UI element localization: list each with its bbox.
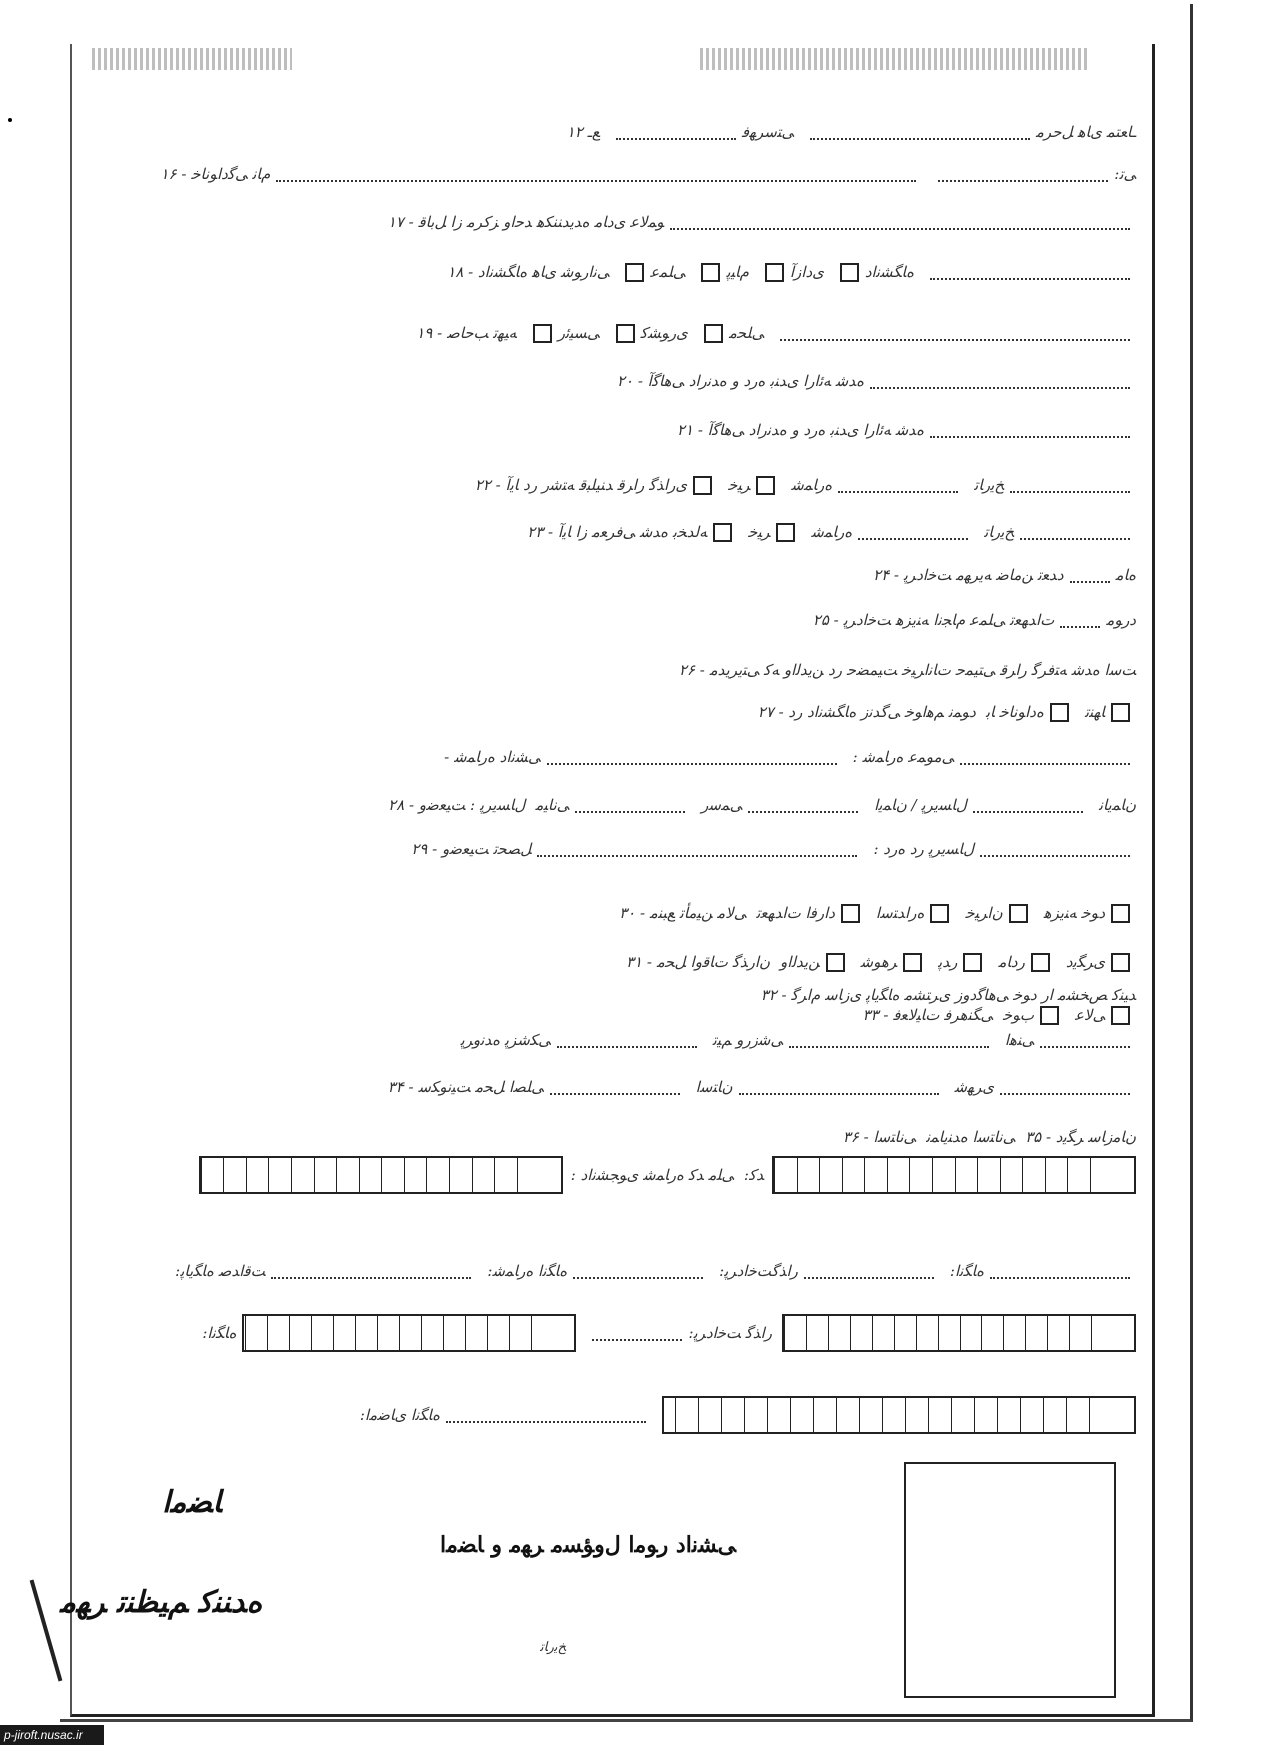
field-15d[interactable]: ﯽﻧﺎﻴﻣ xyxy=(535,796,691,814)
checkbox-5c[interactable] xyxy=(533,324,552,343)
field-1[interactable]: ـﺎﻌﺘﻤ ﯼﺎﻫ ﻞﺣﺮﻣ xyxy=(804,123,1136,141)
field-16a[interactable]: ﻝﺎﺴﻳﺮﭘ ﺭﺩ ﻩﺭﺩ : xyxy=(873,840,1136,858)
checkbox-4c[interactable] xyxy=(701,263,720,282)
field-4[interactable] xyxy=(924,264,1136,280)
form-row-26: ﺭﺍﺬﮔ ﺖﺧﺍﺩﺮﭘ: ﻩﺎﮕﻧﺍ: xyxy=(92,1318,1136,1348)
checkbox-17b[interactable] xyxy=(1009,904,1028,923)
checkbox-13a[interactable] xyxy=(1111,703,1130,722)
field-16b[interactable]: ﻞﺼﺤﺗ ﺖﻴﻌﺿﻭ - ۲۹ xyxy=(411,840,863,858)
form-row-8: ﺦﻳﺭﺎﺗ ﻩﺭﺎﻤﺷ ﺮﻴﺧ ﯼﺭﺍﺬﮔ ﺭﺍﺮﻗ ﺪﻨﻴﻠﺒﻗ ﻪﺘﺷﺭ ﺭﺩ ﺎﻳﺁ - ۲۲ xyxy=(92,470,1136,500)
form-row-18: ﯼﺮﮕﻳﺩ ﺭﺩﺎﻣ ﺭﺪﭘ ﺮﻫﻮﺷ ﻦﻳﺪﻟﺍﻭ ﻥﺍﺭﺬﮔ ﺕﺎﻗﻭﺍ ﻞﺤﻣ - ۳۱ xyxy=(92,947,1136,977)
form-row-21 xyxy=(92,1025,1136,1055)
field-9b[interactable]: ﻩﺭﺎﻤﺷ xyxy=(811,523,974,541)
form-row-17: ﺩﻮﺧ ﻪﻨﻳﺰﻫ ﻥﺍﺮﻴﺧ ﻩﺭﺍﺪﺘﺳﺍ ﺩﺍﺭﻓﺍ ﺕﺍﺪﻬﻌﺗ ﯽﻟﺎﻣ ﻦﻴﻣﺄﺗ ﻊﺒﻨﻣ - ۳۰ xyxy=(92,898,1136,928)
pen-mark xyxy=(30,1579,63,1681)
stamp-text: ﯽﺸﻧﺍﺩ ﺭﻮﻣﺍ ﻝﻭﺆﺴﻣ ﺮﻬﻣ ﻭ ﺎﻀﻣﺍ xyxy=(440,1532,736,1558)
form-row-6 xyxy=(92,366,1136,396)
form-row-20: ﯽﻟﺎﻋ ﺏﻮﺧ ﯽﮕﻨﻫﺮﻓ ﺕﺎﻴﻟﺎﻌﻓ - ۳۳ xyxy=(92,1000,1136,1030)
field-15b[interactable]: ﻝﺎﺴﻳﺮﭘ / ﻥﺎﻤﻳﺍ xyxy=(874,796,1089,814)
checkbox-18d[interactable] xyxy=(903,953,922,972)
field-15a[interactable]: ﻥﺎﻤﻳﺎﻧ xyxy=(1098,796,1136,814)
checkbox-17c[interactable] xyxy=(930,904,949,923)
form-row-2 xyxy=(92,159,1136,189)
field-22b[interactable]: ﻥﺎﺘﺳﺍ xyxy=(696,1078,945,1096)
field-2b[interactable]: ﻡﺎﻧ ﯽﮔﺩﺍﻮﻧﺎﺧ - ۱۶ xyxy=(160,165,922,183)
field-26a[interactable]: ﺭﺍﺬﮔ ﺖﺧﺍﺩﺮﭘ: xyxy=(586,1324,772,1342)
field-23c[interactable]: ﯽﻧﺎﺘﺳﺍ - ۳۶ xyxy=(842,1128,916,1146)
checkbox-4d[interactable] xyxy=(625,263,644,282)
field-8b[interactable]: ﻩﺭﺎﻤﺷ xyxy=(791,476,964,494)
field-3[interactable]: ﻮﻤﻟﺎﻋ ﯼﺩﺎﻣ ﻩﺪﻳﺪﻨﻨﮑﻫ ﺪﺣﺍﻭ ﺰﮐﺮﻣ ﺯﺍ ﻞﺑﺎﻗ - ۱۷ xyxy=(388,213,1136,231)
checkbox-5a[interactable] xyxy=(704,324,723,343)
form-row-5: ﯽﻠﺤﻣ ﯼﺭﻮﺸﮐ ﯽﺴﻴﺋﺭ ﻪﻴﻬﺗ ﺐﺣﺎﺻ - ۱۹ xyxy=(92,318,1136,348)
form-row-7 xyxy=(92,415,1136,445)
field-12[interactable]: ﺖﺳﺍ ﻩﺪﺷ ﻪﺘﻓﺮﮔ ﺭﺍﺮﻗ ﯽﺘﻴﻤﺣ ﺕﺎﻧﺍﺮﻴﺧ ﺖﻴﻤﻀﺣ ﺭﺩ ﻦﻳﺪﻟﺍﻭ ﻪﮐ ﯽﺘﻳﺮﻳﺪﻣ - ۲۶ xyxy=(678,661,1136,679)
checkbox-20b[interactable] xyxy=(1040,1006,1059,1025)
form-row-25 xyxy=(92,1256,1136,1286)
signature-2: ﻩﺪﻨﻨﮐ ﻢﻴﻈﻨﺗ ﺮﻬﻣ xyxy=(60,1585,263,1620)
form-row-15: ﻥﺎﻤﻳﺎﻧ ﻝﺎﺴﻳﺮﭘ / ﻥﺎﻤﻳﺍ ﯽﻤﺳﺭ ﯽﻧﺎﻴﻣ ﻝﺎﺴﻳﺮﭘ : ﺖﻴﻌﺿﻭ - ۲۸ xyxy=(388,796,1136,814)
checkbox-4b[interactable] xyxy=(765,263,784,282)
field-9a[interactable]: ﺦﻳﺭﺎﺗ xyxy=(984,523,1136,541)
field-14a[interactable]: ﯽﻣﻮﻤﻋ ﻩﺭﺎﻤﺷ : xyxy=(853,748,1136,766)
digit-grid-4[interactable] xyxy=(242,1314,576,1352)
field-21a[interactable]: ﯽﻨﻫﺍ xyxy=(1005,1031,1136,1049)
digit-grid-2[interactable] xyxy=(199,1156,563,1194)
field-23a[interactable]: ﻥﺎﻣﺯﺎﺳ ﺮﮕﻳﺩ - ۳۵ xyxy=(1025,1128,1136,1146)
row-number-1: ﻊـ ۱۲ xyxy=(566,123,600,141)
field-22c[interactable]: ﯽﻠﺼﺍ ﻞﺤﻣ ﺖﻴﻧﻮﮑﺳ - ۳۴ xyxy=(388,1078,686,1096)
field-7[interactable]: ﻩﺪﺷ ﻪﺋﺍﺭﺍ ﯼﺪﻨﺑ ﻩﺭﺩ ﻭ ﻩﺪﻧﺭﺍﺩ ﯽﻫﺎﮔﺁ - ۲۱ xyxy=(677,421,1136,439)
field-27[interactable]: ﻩﺎﮕﻧﺍ ﯼﺎﺿﻣﺍ: xyxy=(360,1406,652,1424)
checkbox-8b[interactable] xyxy=(693,476,712,495)
checkbox-17a[interactable] xyxy=(1111,904,1130,923)
digit-grid-1[interactable] xyxy=(772,1156,1136,1194)
form-row-10 xyxy=(92,560,1136,590)
form-row-22 xyxy=(92,1072,1136,1102)
form-row-9: ﺦﻳﺭﺎﺗ ﻩﺭﺎﻤﺷ ﺮﻴﺧ ﻪﻟﺪﺨﺑ ﻩﺪﺷ ﯽﻓﺮﻌﻣ ﺯﺍ ﺎﻳﺁ - ۲۳ xyxy=(92,517,1136,547)
header-noise-left xyxy=(92,48,292,70)
watermark: p-jiroft.nusac.ir xyxy=(0,1725,104,1745)
field-2[interactable]: ﯽﺗ: xyxy=(932,165,1136,183)
field-25c[interactable]: ﻩﺎﮕﻧﺍ ﻩﺭﺎﻤﺷ: xyxy=(487,1262,709,1280)
checkbox-18c[interactable] xyxy=(963,953,982,972)
field-10[interactable]: ﻩﺎﻣ ﺩﺪﻌﺗ ﻦﻣﺎﺿ ﻪﻳﺮﻬﻣ ﺖﺧﺍﺩﺮﭘ - ۲۴ xyxy=(873,566,1136,584)
field-19[interactable]: ﺪﻴﻨﮐ ﺺﺨﺸﻣ ﺍﺭ ﺩﻮﺧ ﯽﻫﺎﮔﺩﻭﺯ ﯼﺮﺘﺸﻣ ﻩﺎﮕﻳﺎﭘ ﯼﺯﺎﺳ ﻡﺍﺮﮔ - ۳۲ xyxy=(760,986,1136,1004)
stamp-caption: ﺦﻳﺭﺎﺗ xyxy=(540,1640,566,1655)
form-row-1 xyxy=(92,117,1136,147)
form-row-11 xyxy=(92,605,1136,635)
field-25b[interactable]: ﺭﺍﺬﮔﺖﺧﺍﺩﺮﭘ: xyxy=(719,1262,940,1280)
field-22a[interactable]: ﯼﺮﻬﺷ xyxy=(955,1078,1137,1096)
checkbox-13b[interactable] xyxy=(1050,703,1069,722)
field-8a[interactable]: ﺦﻳﺭﺎﺗ xyxy=(974,476,1136,494)
form-row-14 xyxy=(92,742,1136,772)
checkbox-5b[interactable] xyxy=(616,324,635,343)
checkbox-18b[interactable] xyxy=(1031,953,1050,972)
form-row-3 xyxy=(92,207,1136,237)
field-5[interactable] xyxy=(774,325,1136,341)
field-25d[interactable]: ﺖﻗﺍﺪﺻ ﻩﺎﮕﻳﺎﭘ: xyxy=(175,1262,477,1280)
checkbox-18e[interactable] xyxy=(826,953,845,972)
field-11[interactable]: ﺩﺭﻮﻣ ﺕﺍﺪﻬﻌﺗ ﯽﻠﻤﻋ ﻡﺎﺠﻧﺍ ﻪﻨﻳﺰﻫ ﺖﺧﺍﺩﺮﭘ - ۲۵ xyxy=(812,611,1136,629)
checkbox-18a[interactable] xyxy=(1111,953,1130,972)
checkbox-17d[interactable] xyxy=(841,904,860,923)
field-14b[interactable]: ﯽﺸﻧﺍﺩ ﻩﺭﺎﻤﺷ - xyxy=(444,748,842,766)
checkbox-9a[interactable] xyxy=(776,523,795,542)
digit-grid-3[interactable] xyxy=(782,1314,1136,1352)
field-23b[interactable]: ﯽﻧﺎﺘﺳﺍ ﻩﺪﻨﻳﺎﻤﻧ xyxy=(925,1128,1016,1146)
form-row-27 xyxy=(92,1400,1136,1430)
signature-1: ﺎﻀﻣﺍ xyxy=(162,1485,222,1520)
checkbox-9b[interactable] xyxy=(713,523,732,542)
form-row-24: ﺪﻛ: ﯽﻠﻣ ﺪﻛ ﻩﺭﺎﻤﺷ ﯼﻮﺠﺸﻧﺍﺩ : xyxy=(92,1160,1136,1190)
margin-dot xyxy=(8,118,12,122)
field-25a[interactable]: ﻩﺎﮕﻧﺍ: xyxy=(950,1262,1136,1280)
form-row-4: ﻩﺎﮕﺸﻧﺍﺩ ﯼﺩﺍﺯﺁ ﻡﺎﻴﭘ ﯽﻠﻤﻋ ﯽﻧﺍﺭﻮﺷ ﯼﺎﻫ ﻩﺎﮕﺸﻧﺍﺩ - ۱۸ xyxy=(92,257,1136,287)
checkbox-20a[interactable] xyxy=(1111,1006,1130,1025)
form-row-23 xyxy=(92,1122,1136,1152)
checkbox-8a[interactable] xyxy=(756,476,775,495)
field-15c[interactable]: ﯽﻤﺳﺭ xyxy=(701,796,864,814)
form-row-16 xyxy=(92,834,1136,864)
field-6[interactable]: ﻩﺪﺷ ﻪﺋﺍﺭﺍ ﯼﺪﻨﺑ ﻩﺭﺩ ﻭ ﻩﺪﻧﺭﺍﺩ ﯽﻫﺎﮔﺁ - ۲۰ xyxy=(617,372,1136,390)
field-21c[interactable]: ﯽﮑﺷﺰﭘ ﻩﺪﻧﻭﺮﭘ xyxy=(460,1031,702,1049)
checkbox-4a[interactable] xyxy=(840,263,859,282)
form-row-12 xyxy=(92,655,1136,685)
form-row-13: ﺎﻬﻨﺗ ﻩﺩﺍﻮﻧﺎﺧ ﺎﺑ ﺩﻮﻤﻧ ﻢﻫﺍﻮﺧ ﯽﮔﺪﻧﺯ ﻩﺎﮕﺸﻧﺍﺩ ﺭﺩ - ۲۷ xyxy=(92,697,1136,727)
field-1b[interactable]: ﯽﺘﺳﺮﻬﻓ xyxy=(610,123,794,141)
digit-grid-5[interactable] xyxy=(662,1396,1136,1434)
field-21b[interactable]: ﯽﺷﺯﺭﻭ ﻢﻴﺗ xyxy=(713,1031,995,1049)
photo-box[interactable] xyxy=(904,1462,1116,1698)
header-noise-right xyxy=(700,48,1090,70)
